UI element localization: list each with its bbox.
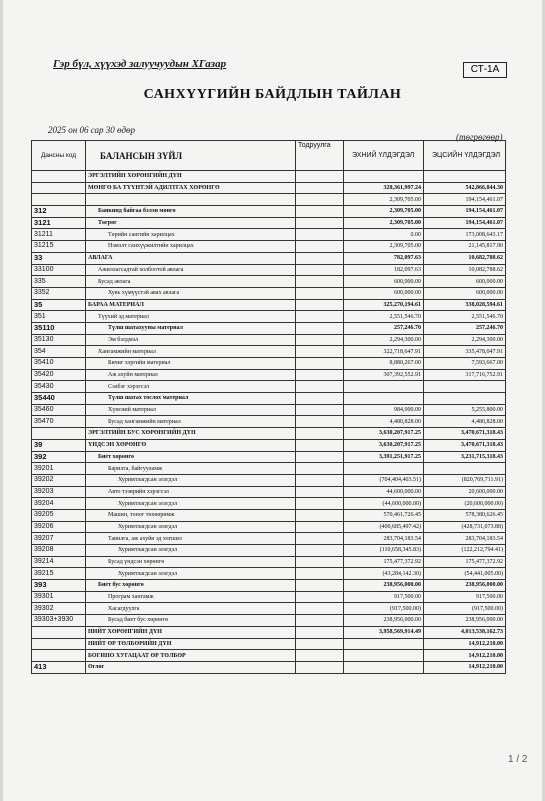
closing-balance-cell: 4,013,538,162.73 <box>424 626 506 638</box>
table-row <box>32 241 506 253</box>
item-name-cell: Програм хангамж <box>86 591 296 603</box>
item-name-cell: Сэлбэг хэрэгсэл <box>86 381 296 393</box>
item-name-cell: БАРАА МАТЕРИАЛ <box>86 299 296 311</box>
note-cell <box>296 661 344 673</box>
account-code-cell: 39303+3930 <box>32 615 86 627</box>
note-cell <box>296 416 344 428</box>
opening-balance-cell <box>344 463 424 475</box>
table-header-row <box>32 141 506 171</box>
column-header-item: БАЛАНСЫН ЗҮЙЛ <box>86 141 296 171</box>
item-name-cell: Банкинд байгаа бэлэн мөнгө <box>86 206 296 218</box>
table-row <box>32 334 506 346</box>
account-code-cell: 35440 <box>32 393 86 405</box>
closing-balance-cell: 7,593,667.00 <box>424 358 506 370</box>
column-header-opening: ЭХНИЙ ҮЛДЭГДЭЛ <box>344 141 424 171</box>
item-name-cell: Хуримтлагдсан элэгдэл <box>86 568 296 580</box>
opening-balance-cell: (400,685,497.42) <box>344 521 424 533</box>
closing-balance-cell: 335,478,047.91 <box>424 346 506 358</box>
closing-balance-cell: 20,600,000.00 <box>424 486 506 498</box>
account-code-cell: 351 <box>32 311 86 323</box>
note-cell <box>296 206 344 218</box>
opening-balance-cell: 283,704,183.54 <box>344 533 424 545</box>
closing-balance-cell: (20,600,000.00) <box>424 498 506 510</box>
closing-balance-cell: 194,154,461.07 <box>424 206 506 218</box>
account-code-cell: 39201 <box>32 463 86 475</box>
note-cell <box>296 498 344 510</box>
account-code-cell: 39301 <box>32 591 86 603</box>
table-row <box>32 533 506 545</box>
table-row <box>32 217 506 229</box>
table-row <box>32 264 506 276</box>
table-row <box>32 498 506 510</box>
note-cell <box>296 311 344 323</box>
note-cell <box>296 287 344 299</box>
note-cell <box>296 393 344 405</box>
account-code-cell: 393 <box>32 580 86 592</box>
opening-balance-cell: 782,097.63 <box>344 252 424 264</box>
note-cell <box>296 451 344 463</box>
item-name-cell: Бусад үндсэн хөрөнгө <box>86 556 296 568</box>
note-cell <box>296 580 344 592</box>
table-row <box>32 521 506 533</box>
note-cell <box>296 591 344 603</box>
agency-name: Гэр бүл, хүүхэд залуучуудын ХГазар <box>53 58 227 70</box>
page-indicator: 1 / 2 <box>508 754 528 765</box>
closing-balance-cell: 173,008,643.17 <box>424 229 506 241</box>
account-code-cell: 335 <box>32 276 86 288</box>
closing-balance-cell: 21,145,817.90 <box>424 241 506 253</box>
closing-balance-cell: 5,255,800.00 <box>424 404 506 416</box>
table-row <box>32 276 506 288</box>
item-name-cell: Нэмэлт санхүүжилтийн харилцах <box>86 241 296 253</box>
opening-balance-cell <box>344 650 424 662</box>
table-row <box>32 404 506 416</box>
account-code-cell: 3121 <box>32 217 86 229</box>
item-name-cell: Хангамжийн материал <box>86 346 296 358</box>
account-code-cell: 39204 <box>32 498 86 510</box>
closing-balance-cell: (820,769,711.91) <box>424 474 506 486</box>
account-code-cell <box>32 626 86 638</box>
opening-balance-cell: 175,477,372.92 <box>344 556 424 568</box>
item-name-cell: Бусад авлага <box>86 276 296 288</box>
closing-balance-cell: 14,912,210.00 <box>424 638 506 650</box>
account-code-cell: 39205 <box>32 509 86 521</box>
closing-balance-cell: 175,477,372.92 <box>424 556 506 568</box>
opening-balance-cell <box>344 661 424 673</box>
opening-balance-cell <box>344 381 424 393</box>
report-title: САНХҮҮГИЙН БАЙДЛЫН ТАЙЛАН <box>143 87 402 102</box>
closing-balance-cell: (122,212,794.41) <box>424 545 506 557</box>
table-row <box>32 638 506 650</box>
table-row <box>32 439 506 451</box>
closing-balance-cell: 3,470,671,318.43 <box>424 439 506 451</box>
note-cell <box>296 346 344 358</box>
account-code-cell: 31215 <box>32 241 86 253</box>
opening-balance-cell: 570,461,726.45 <box>344 509 424 521</box>
opening-balance-cell: 0.00 <box>344 229 424 241</box>
table-row <box>32 591 506 603</box>
account-code-cell: 354 <box>32 346 86 358</box>
table-row <box>32 545 506 557</box>
table-row <box>32 252 506 264</box>
note-cell <box>296 252 344 264</box>
report-date: 2025 он 06 сар 30 өдөр <box>48 125 136 135</box>
note-cell <box>296 486 344 498</box>
closing-balance-cell <box>424 393 506 405</box>
closing-balance-cell: 257,246.70 <box>424 322 506 334</box>
table-row <box>32 182 506 194</box>
closing-balance-cell: 10,082,788.62 <box>424 264 506 276</box>
closing-balance-cell: 3,470,671,318.43 <box>424 428 506 440</box>
note-cell <box>296 276 344 288</box>
item-name-cell: Аж ахуйн материал <box>86 369 296 381</box>
table-row <box>32 322 506 334</box>
opening-balance-cell: 2,309,705.00 <box>344 217 424 229</box>
closing-balance-cell <box>424 171 506 183</box>
note-cell <box>296 474 344 486</box>
balance-sheet-table <box>31 140 506 674</box>
item-name-cell: Бусад хангамжийн материал <box>86 416 296 428</box>
account-code-cell: 39 <box>32 439 86 451</box>
opening-balance-cell: 238,956,000.00 <box>344 615 424 627</box>
opening-balance-cell <box>344 393 424 405</box>
opening-balance-cell: 238,956,000.00 <box>344 580 424 592</box>
note-cell <box>296 521 344 533</box>
table-row <box>32 381 506 393</box>
opening-balance-cell: (43,284,142.30) <box>344 568 424 580</box>
table-row <box>32 486 506 498</box>
table-row <box>32 299 506 311</box>
note-cell <box>296 369 344 381</box>
table-row <box>32 615 506 627</box>
closing-balance-cell: (428,731,073.88) <box>424 521 506 533</box>
table-row <box>32 650 506 662</box>
item-name-cell: Түлш шатах тослох материал <box>86 393 296 405</box>
opening-balance-cell: 3,630,207,917.25 <box>344 428 424 440</box>
account-code-cell: 39207 <box>32 533 86 545</box>
opening-balance-cell <box>344 638 424 650</box>
closing-balance-cell: 2,294,300.00 <box>424 334 506 346</box>
closing-balance-cell: 600,000.00 <box>424 287 506 299</box>
account-code-cell: 39206 <box>32 521 86 533</box>
note-cell <box>296 428 344 440</box>
account-code-cell: 39215 <box>32 568 86 580</box>
opening-balance-cell: 917,500.00 <box>344 591 424 603</box>
item-name-cell: Машин, тоног төхөөрөмж <box>86 509 296 521</box>
opening-balance-cell: (917,500.00) <box>344 603 424 615</box>
closing-balance-cell: 194,154,461.07 <box>424 194 506 206</box>
item-name-cell: Авто тээврийн хэрэгсэл <box>86 486 296 498</box>
item-name-cell: Биет бус хөрөнгө <box>86 580 296 592</box>
account-code-cell: 35460 <box>32 404 86 416</box>
closing-balance-cell <box>424 463 506 475</box>
opening-balance-cell: 328,361,997.24 <box>344 182 424 194</box>
closing-balance-cell: 283,704,183.54 <box>424 533 506 545</box>
table-row <box>32 568 506 580</box>
table-row <box>32 474 506 486</box>
closing-balance-cell: 2,551,546.70 <box>424 311 506 323</box>
note-cell <box>296 229 344 241</box>
item-name-cell: Тавилга, аж ахуйн эд хогшил <box>86 533 296 545</box>
item-name-cell: Түүхий эд материал <box>86 311 296 323</box>
note-cell <box>296 603 344 615</box>
account-code-cell: 39302 <box>32 603 86 615</box>
account-code-cell: 35110 <box>32 322 86 334</box>
item-name-cell: Барилга, байгууламж <box>86 463 296 475</box>
table-row <box>32 603 506 615</box>
opening-balance-cell: 182,097.63 <box>344 264 424 276</box>
item-name-cell: БОГИНО ХУГАЦААТ ӨР ТӨЛБӨР <box>86 650 296 662</box>
account-code-cell: 35430 <box>32 381 86 393</box>
table-row <box>32 229 506 241</box>
closing-balance-cell: 238,956,000.00 <box>424 580 506 592</box>
note-cell <box>296 264 344 276</box>
opening-balance-cell: 2,309,705.00 <box>344 194 424 206</box>
opening-balance-cell: 257,246.70 <box>344 322 424 334</box>
table-row <box>32 416 506 428</box>
opening-balance-cell: (44,600,000.00) <box>344 498 424 510</box>
item-name-cell: Төрийн сангийн харилцах <box>86 229 296 241</box>
table-row <box>32 311 506 323</box>
item-name-cell: Түлш шатахууны материал <box>86 322 296 334</box>
opening-balance-cell: 44,600,000.00 <box>344 486 424 498</box>
closing-balance-cell: 578,380,626.45 <box>424 509 506 521</box>
closing-balance-cell: 338,028,594.61 <box>424 299 506 311</box>
account-code-cell: 39214 <box>32 556 86 568</box>
account-code-cell <box>32 428 86 440</box>
item-name-cell: Бусад биет бус хөрөнгө <box>86 615 296 627</box>
note-cell <box>296 182 344 194</box>
form-code-box: СТ-1А <box>463 62 507 78</box>
note-cell <box>296 404 344 416</box>
table-row <box>32 194 506 206</box>
account-code-cell: 3352 <box>32 287 86 299</box>
table-row <box>32 580 506 592</box>
item-name-cell: ЭРГЭЛТИЙН БУС ХӨРӨНГИЙН ДҮН <box>86 428 296 440</box>
note-cell <box>296 615 344 627</box>
closing-balance-cell: 3,231,715,318.43 <box>424 451 506 463</box>
closing-balance-cell: 4,480,828.00 <box>424 416 506 428</box>
note-cell <box>296 241 344 253</box>
account-code-cell: 31211 <box>32 229 86 241</box>
item-name-cell: Өглөг <box>86 661 296 673</box>
column-header-note: Тодруулга <box>296 141 344 171</box>
account-code-cell: 39203 <box>32 486 86 498</box>
item-name-cell: Хувь хүмүүстэй авах авлага <box>86 287 296 299</box>
closing-balance-cell: 542,866,844.30 <box>424 182 506 194</box>
table-row <box>32 171 506 183</box>
account-code-cell <box>32 171 86 183</box>
account-code-cell: 312 <box>32 206 86 218</box>
opening-balance-cell: 325,270,194.61 <box>344 299 424 311</box>
opening-balance-cell: (110,658,345.83) <box>344 545 424 557</box>
note-cell <box>296 568 344 580</box>
table-body <box>32 171 506 674</box>
account-code-cell: 39208 <box>32 545 86 557</box>
column-header-code: Дансны код <box>32 141 86 171</box>
table-row <box>32 287 506 299</box>
item-name-cell: Төгрөг <box>86 217 296 229</box>
note-cell <box>296 358 344 370</box>
table-row <box>32 556 506 568</box>
item-name-cell: Биет хөрөнгө <box>86 451 296 463</box>
closing-balance-cell: (917,500.00) <box>424 603 506 615</box>
opening-balance-cell: 4,480,828.00 <box>344 416 424 428</box>
table-row <box>32 346 506 358</box>
table-row <box>32 393 506 405</box>
note-cell <box>296 171 344 183</box>
closing-balance-cell: 14,912,210.00 <box>424 650 506 662</box>
currency-unit: (төгрөгөөр) <box>456 132 503 142</box>
opening-balance-cell: 2,309,705.00 <box>344 206 424 218</box>
opening-balance-cell: 2,309,705.00 <box>344 241 424 253</box>
note-cell <box>296 381 344 393</box>
closing-balance-cell: 917,500.00 <box>424 591 506 603</box>
opening-balance-cell: 2,551,546.70 <box>344 311 424 323</box>
note-cell <box>296 299 344 311</box>
note-cell <box>296 194 344 206</box>
item-name-cell: Хүнсний материал <box>86 404 296 416</box>
table-row <box>32 509 506 521</box>
note-cell <box>296 322 344 334</box>
opening-balance-cell: 2,294,300.00 <box>344 334 424 346</box>
note-cell <box>296 334 344 346</box>
account-code-cell: 392 <box>32 451 86 463</box>
item-name-cell: Хасагдуулга <box>86 603 296 615</box>
account-code-cell: 39202 <box>32 474 86 486</box>
item-name-cell: НИЙТ ХӨРӨНГИЙН ДҮН <box>86 626 296 638</box>
closing-balance-cell: 194,154,461.07 <box>424 217 506 229</box>
opening-balance-cell: 322,718,647.91 <box>344 346 424 358</box>
closing-balance-cell <box>424 381 506 393</box>
account-code-cell: 35470 <box>32 416 86 428</box>
table-row <box>32 661 506 673</box>
account-code-cell: 35420 <box>32 369 86 381</box>
table-row <box>32 626 506 638</box>
closing-balance-cell: 317,716,752.91 <box>424 369 506 381</box>
item-name-cell: НИЙТ ӨР ТӨЛБӨРИЙН ДҮН <box>86 638 296 650</box>
account-code-cell <box>32 194 86 206</box>
note-cell <box>296 556 344 568</box>
item-name-cell: Хуримтлагдсан элэгдэл <box>86 521 296 533</box>
opening-balance-cell: 3,958,569,914.49 <box>344 626 424 638</box>
table-row <box>32 451 506 463</box>
table-row <box>32 428 506 440</box>
account-code-cell: 33100 <box>32 264 86 276</box>
closing-balance-cell: 10,682,788.62 <box>424 252 506 264</box>
closing-balance-cell: (54,441,005.00) <box>424 568 506 580</box>
opening-balance-cell: 600,000.00 <box>344 276 424 288</box>
item-name-cell: Хуримтлагдсан элэгдэл <box>86 545 296 557</box>
table-row <box>32 369 506 381</box>
opening-balance-cell: 307,392,552.91 <box>344 369 424 381</box>
item-name-cell: Бичиг хэргийн материал <box>86 358 296 370</box>
closing-balance-cell: 14,912,210.00 <box>424 661 506 673</box>
opening-balance-cell: (704,404,403.51) <box>344 474 424 486</box>
opening-balance-cell: 984,000.00 <box>344 404 424 416</box>
opening-balance-cell: 3,391,251,917.25 <box>344 451 424 463</box>
item-name-cell: АВЛАГА <box>86 252 296 264</box>
account-code-cell <box>32 650 86 662</box>
opening-balance-cell <box>344 171 424 183</box>
note-cell <box>296 545 344 557</box>
item-name-cell: ҮНДСЭН ХӨРӨНГӨ <box>86 439 296 451</box>
account-code-cell: 35410 <box>32 358 86 370</box>
item-name-cell: Ажиллагсадтай холбоотой авлага <box>86 264 296 276</box>
account-code-cell: 35130 <box>32 334 86 346</box>
closing-balance-cell: 238,956,000.00 <box>424 615 506 627</box>
item-name-cell: Хуримтлагдсан элэгдэл <box>86 498 296 510</box>
account-code-cell <box>32 182 86 194</box>
note-cell <box>296 638 344 650</box>
note-cell <box>296 650 344 662</box>
account-code-cell: 413 <box>32 661 86 673</box>
note-cell <box>296 217 344 229</box>
account-code-cell: 33 <box>32 252 86 264</box>
account-code-cell: 35 <box>32 299 86 311</box>
table-row <box>32 206 506 218</box>
item-name-cell <box>86 194 296 206</box>
closing-balance-cell: 600,000.00 <box>424 276 506 288</box>
note-cell <box>296 463 344 475</box>
item-name-cell: ЭРГЭЛТИЙН ХӨРӨНГИЙН ДҮН <box>86 171 296 183</box>
opening-balance-cell: 600,000.00 <box>344 287 424 299</box>
note-cell <box>296 509 344 521</box>
item-name-cell: МӨНГӨ БА ТҮҮНТЭЙ АДИЛТГАХ ХӨРӨНГӨ <box>86 182 296 194</box>
column-header-closing: ЭЦСИЙН ҮЛДЭГДЭЛ <box>424 141 506 171</box>
table-row <box>32 358 506 370</box>
opening-balance-cell: 8,880,267.00 <box>344 358 424 370</box>
note-cell <box>296 439 344 451</box>
note-cell <box>296 533 344 545</box>
note-cell <box>296 626 344 638</box>
opening-balance-cell: 3,630,207,917.25 <box>344 439 424 451</box>
table-row <box>32 463 506 475</box>
item-name-cell: Хуримтлагдсан элэгдэл <box>86 474 296 486</box>
item-name-cell: Эм бэлдмэл <box>86 334 296 346</box>
account-code-cell <box>32 638 86 650</box>
